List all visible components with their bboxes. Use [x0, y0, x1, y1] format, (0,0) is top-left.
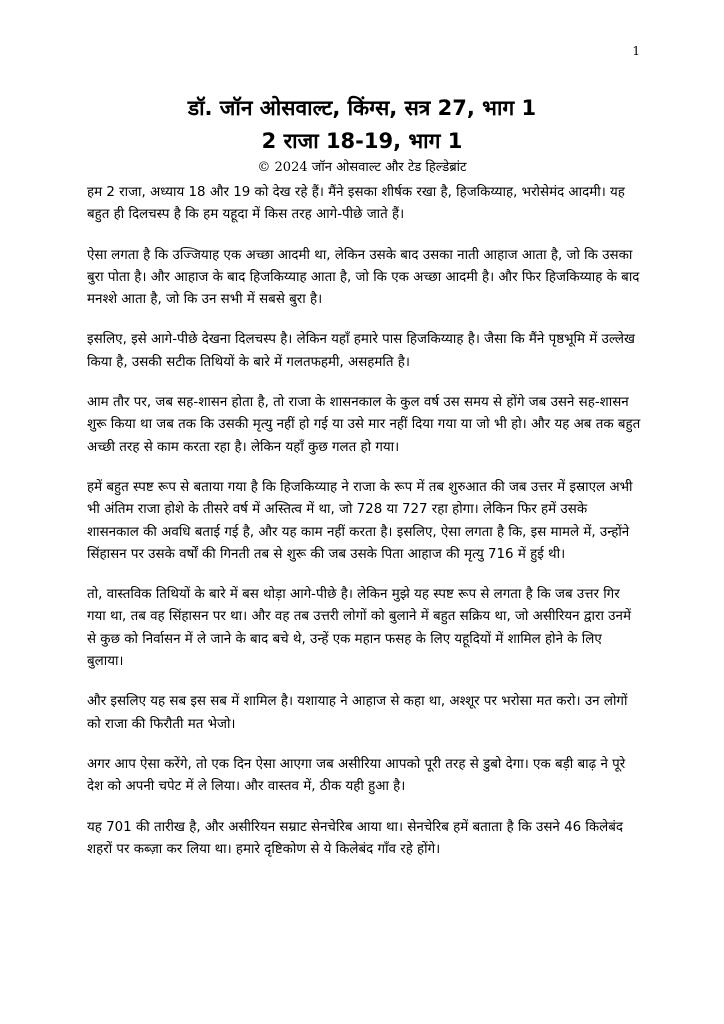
document-body [87, 182, 641, 879]
paragraph: हम 2 राजा, अध्याय 18 और 19 को देख रहे हैं। मैंने इसका शीर्षक रखा है, हिजकिय्याह, भरोसेमंद आदमी। यह बहुत ही दिलचस्प है कि हम यहूदा में किस तरह आगे-पीछे जाते हैं। [87, 185, 625, 223]
paragraph: ऐसा लगता है कि उज्जियाह एक अच्छा आदमी था, लेकिन उसके बाद उसका नाती आहाज आता है, जो कि उसका बुरा पोता है। और आहाज के बाद हिजकिय्याह आता है, जो कि एक अच्छा आदमी है। और फिर हिजकिय्याह के बाद मनश्शे आता है, जो कि उन सभी में सबसे बुरा है। [87, 247, 640, 308]
paragraph: तो, वास्तविक तिथियों के बारे में बस थोड़ा आगे-पीछे है। लेकिन मुझे यह स्पष्ट रूप से लगता है कि जब उत्तर गिर गया था, तब वह सिंहासन पर था। और वह तब उत्तरी लोगों को बुलाने में बहुत सक्रिय था, जो असीरियन द्वारा उनमें से कुछ को निर्वासन में ले जाने के बाद बचे थे, उन्हें एक महान फसह के लिए यहूदियों में शामिल होने के लिए बुलाया। [87, 587, 631, 670]
paragraph: इसलिए, इसे आगे-पीछे देखना दिलचस्प है। लेकिन यहाँ हमारे पास हिजकिय्याह है। जैसा कि मैंने पृष्ठभूमि में उल्लेख किया है, उसकी सटीक तिथियों के बारे में गलतफहमी, असहमति है। [87, 332, 635, 370]
title-block [0, 92, 724, 178]
paragraph: आम तौर पर, जब सह-शासन होता है, तो राजा के शासनकाल के कुल वर्ष उस समय से होंगे जब उसने सह-शासन शुरू किया था जब तक कि उसकी मृत्यु नहीं हो गई या उसे मार नहीं दिया गया या जो भी हो। और यह अब तक बहुत अच्छी तरह से काम करता रहा है। लेकिन यहाँ कुछ गलत हो गया। [87, 395, 641, 455]
page-number: 1 [632, 44, 640, 58]
document-title: डॉ. जॉन ओसवाल्ट, किंग्स, सत्र 27, भाग 1 [187, 96, 537, 120]
copyright-notice: © 2024 जॉन ओसवाल्ट और टेड हिल्डेब्रांट [257, 160, 467, 175]
paragraph: और इसलिए यह सब इस सब में शामिल है। यशायाह ने आहाज से कहा था, अश्शूर पर भरोसा मत करो। उन लोगों को राजा की फिरौती मत भेजो। [87, 694, 628, 732]
paragraph: हमें बहुत स्पष्ट रूप से बताया गया है कि हिजकिय्याह ने राजा के रूप में तब शुरुआत की जब उत्तर में इस्राएल अभी भी अंतिम राजा होशे के तीसरे वर्ष में अस्तित्व में था, जो 728 या 727 रहा होगा। लेकिन फिर हमें उसके शासनकाल की अवधि बताई गई है, और यह काम नहीं करता है। इसलिए, ऐसा लगता है कि, इस मामले में, उन्होंने सिंहासन पर उसके वर्षों की गिनती तब से शुरू की जब उसके पिता आहाज की मृत्यु 716 में हुई थी। [87, 479, 633, 562]
document-subtitle: 2 राजा 18-19, भाग 1 [261, 129, 463, 153]
paragraph: यह 701 की तारीख है, और असीरियन सम्राट सेनचेरिब आया था। सेनचेरिब हमें बताता है कि उसने 46 किलेबंद शहरों पर कब्ज़ा कर लिया था। हमारे दृष्टिकोण से ये किलेबंद गाँव रहे होंगे। [87, 819, 623, 857]
paragraph: अगर आप ऐसा करेंगे, तो एक दिन ऐसा आएगा जब असीरिया आपको पूरी तरह से डुबो देगा। एक बड़ी बाढ़ ने पूरे देश को अपनी चपेट में ले लिया। और वास्तव में, ठीक यही हुआ है। [87, 756, 626, 795]
